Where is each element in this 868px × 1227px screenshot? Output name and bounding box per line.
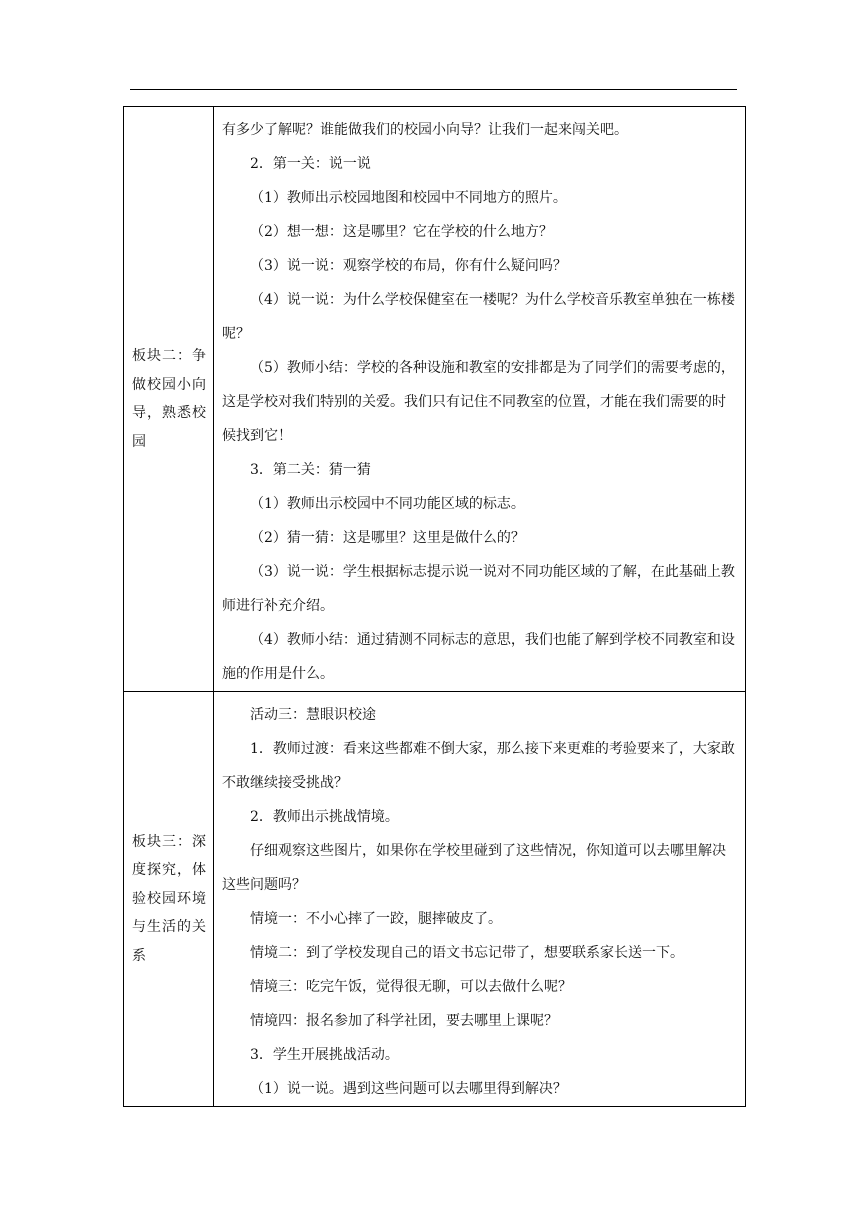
paragraph: 活动三：慧眼识校途 xyxy=(250,707,376,723)
paragraph: （1）教师出示校园中不同功能区域的标志。 xyxy=(250,496,525,512)
paragraph: 情境三：吃完午饭，觉得很无聊，可以去做什么呢？ xyxy=(250,979,572,995)
section-label-cell xyxy=(124,692,214,1107)
table-row xyxy=(124,107,746,692)
paragraph: 情境一：不小心摔了一跤，腿摔破皮了。 xyxy=(250,911,502,927)
lesson-plan-table xyxy=(123,106,746,1107)
header-rule xyxy=(130,89,737,90)
section-label-cell xyxy=(124,107,214,692)
paragraph: 3．学生开展挑战活动。 xyxy=(250,1047,399,1063)
paragraph: （3）说一说：观察学校的布局，你有什么疑问吗？ xyxy=(250,258,567,274)
table-row xyxy=(124,692,746,1107)
paragraph: （4）说一说：为什么学校保健室在一楼呢？为什么学校音乐教室单独在一栋楼呢？ xyxy=(222,292,735,342)
section-label: 板块二：争做校园小向导，熟悉校园 xyxy=(132,348,206,450)
paragraph: （3）说一说：学生根据标志提示说一说对不同功能区域的了解，在此基础上教师进行补充介绍。 xyxy=(222,564,735,614)
section-label: 板块三：深度探究，体验校园环境与生活的关系 xyxy=(132,833,206,964)
paragraph: （2）猜一猜：这是哪里？这里是做什么的？ xyxy=(250,530,525,546)
paragraph: 2．教师出示挑战情境。 xyxy=(250,809,399,825)
paragraph: 情境二：到了学校发现自己的语文书忘记带了，想要联系家长送一下。 xyxy=(250,945,684,961)
paragraph: 3．第二关：猜一猜 xyxy=(250,462,371,478)
paragraph: 仔细观察这些图片，如果你在学校里碰到了这些情况，你知道可以去哪里解决这些问题吗？ xyxy=(222,843,726,893)
paragraph: 2．第一关：说一说 xyxy=(250,156,371,172)
section-content-cell xyxy=(214,107,746,692)
paragraph: 1．教师过渡：看来这些都难不倒大家，那么接下来更难的考验要来了，大家敢不敢继续接受挑战？ xyxy=(222,741,735,791)
paragraph: （4）教师小结：通过猜测不同标志的意思，我们也能了解到学校不同教室和设施的作用是什么。 xyxy=(222,632,735,682)
paragraph: 有多少了解呢？谁能做我们的校园小向导？让我们一起来闯关吧。 xyxy=(222,122,628,138)
paragraph: 情境四：报名参加了科学社团，要去哪里上课呢？ xyxy=(250,1013,558,1029)
section-content-cell xyxy=(214,692,746,1107)
paragraph: （1）教师出示校园地图和校园中不同地方的照片。 xyxy=(250,190,567,206)
paragraph: （1）说一说。遇到这些问题可以去哪里得到解决？ xyxy=(250,1081,567,1097)
paragraph: （5）教师小结：学校的各种设施和教室的安排都是为了同学们的需要考虑的，这是学校对我们特别的关爱。我们只有记住不同教室的位置，才能在我们需要的时候找到它！ xyxy=(222,360,735,444)
paragraph: （2）想一想：这是哪里？它在学校的什么地方？ xyxy=(250,224,553,240)
